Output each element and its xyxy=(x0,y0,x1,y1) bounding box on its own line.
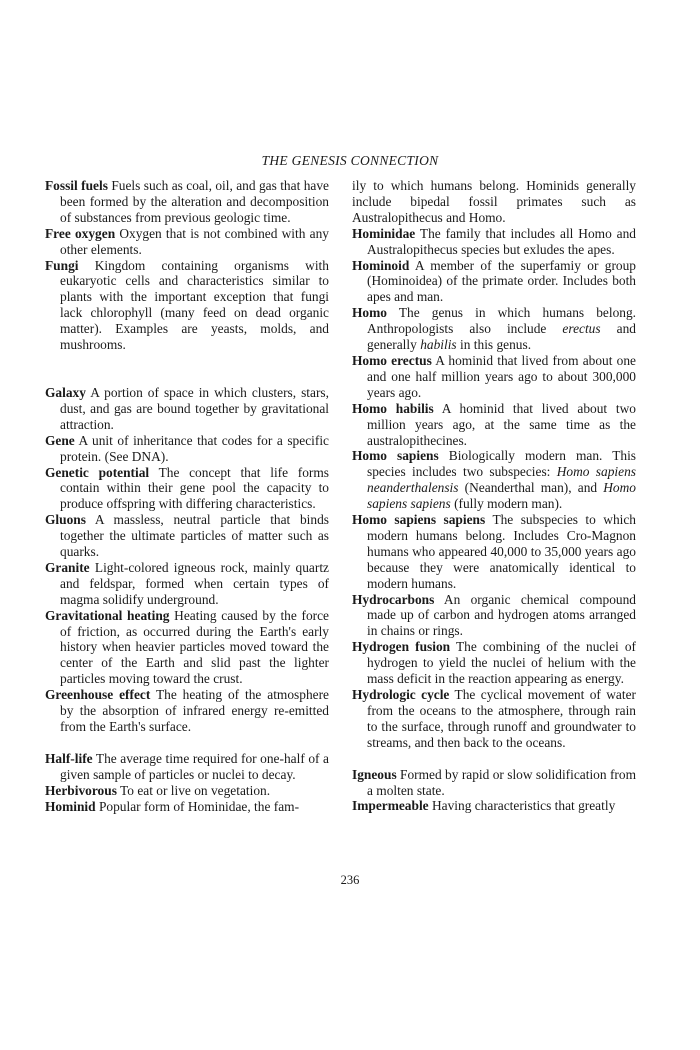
glossary-term: Homo sapiens sapiens xyxy=(352,512,486,528)
glossary-term: Fossil fuels xyxy=(45,178,108,193)
italic-term: erectus xyxy=(562,321,601,337)
glossary-entry xyxy=(352,353,636,401)
glossary-term: Impermeable xyxy=(352,798,429,814)
glossary-entry xyxy=(352,258,636,306)
glossary-term: Igneous xyxy=(352,766,397,782)
running-head: THE GENESIS CONNECTION xyxy=(261,153,439,168)
glossary-term: Homo erectus xyxy=(352,352,432,368)
italic-term: Homo sapiens neanderthalensis xyxy=(367,464,636,496)
glossary-left-column xyxy=(45,178,329,815)
glossary-definition: ily to which humans belong. Hominids generally include bipedal fossil primates such as Australopithecus and Homo. xyxy=(352,178,636,225)
glossary-entry xyxy=(352,639,636,687)
glossary-definition: and generally xyxy=(367,321,636,353)
glossary-term: Granite xyxy=(45,559,90,575)
glossary-entry xyxy=(352,798,636,814)
glossary-definition: Light-colored igneous rock, mainly quartz and feldspar, formed when certain types of magma solidify underground. xyxy=(60,559,329,607)
glossary-entry xyxy=(45,512,329,560)
glossary-definition: A hominid that lived about two million years ago, at the same time as the australopithecines. xyxy=(367,400,636,448)
glossary-term: Hominoid xyxy=(352,257,410,273)
glossary-entry xyxy=(352,687,636,751)
glossary-definition: The family that includes all Homo and Australopithecus species but exludes the apes. xyxy=(367,225,637,257)
section-gap xyxy=(45,735,329,751)
glossary-entry xyxy=(45,178,329,226)
glossary-entry xyxy=(45,560,329,608)
glossary-definition: The combining of the nuclei of hydrogen to yield the nuclei of helium with the mass deficit in the reaction appearing as energy. xyxy=(367,639,636,687)
glossary-term: Hydrologic cycle xyxy=(352,687,450,702)
glossary-term: Gluons xyxy=(45,512,86,528)
glossary-term: Free oxygen xyxy=(45,225,116,241)
glossary-definition: (fully modern man). xyxy=(454,496,563,512)
glossary-definition: Oxygen that is not combined with any other elements. xyxy=(60,225,329,257)
glossary-definition: To eat or live on vegetation. xyxy=(120,782,271,798)
glossary-entry xyxy=(352,226,636,258)
glossary-term: Half-life xyxy=(45,750,93,766)
glossary-term: Galaxy xyxy=(45,384,86,400)
glossary-term: Hominid xyxy=(45,798,96,814)
glossary-term: Hydrogen fusion xyxy=(352,639,451,655)
glossary-term: Hominidae xyxy=(352,225,416,241)
glossary-definition: The genus in which humans belong. Anthropologists also include xyxy=(367,305,637,337)
glossary-definition: Kingdom containing organisms with eukaryotic cells and characteristics similar to plants with the important exception that fungi lack chlorophyll (many feed on dead organic matter). Examples are yeasts, molds, and mushrooms. xyxy=(60,257,329,353)
glossary-definition: Biologically modern man. This species includes two subspecies: xyxy=(367,448,636,480)
glossary-continuation xyxy=(352,178,636,226)
glossary-definition: A unit of inheritance that codes for a specific protein. (See DNA). xyxy=(60,432,329,464)
glossary-term: Fungi xyxy=(45,257,79,273)
glossary-definition: in this genus. xyxy=(460,337,532,353)
glossary-definition: Heating caused by the force of friction, as occurred during the Earth's early history when heavier particles moved toward the center of the Earth and slid past the lighter particles moving toward the crust. xyxy=(60,607,329,687)
glossary-entry xyxy=(352,401,636,449)
italic-term: habilis xyxy=(420,337,457,353)
glossary-entry xyxy=(45,226,329,258)
glossary-definition: The concept that life forms contain within their gene pool the capacity to produce offspring with differing characteristics. xyxy=(60,464,329,512)
italic-term: Homo sapiens sapiens xyxy=(367,480,636,512)
section-gap xyxy=(45,353,329,369)
glossary-right-column xyxy=(352,178,636,814)
glossary-term: Homo habilis xyxy=(352,400,434,416)
glossary-entry xyxy=(45,385,329,433)
glossary-entry xyxy=(45,783,329,799)
glossary-term: Homo xyxy=(352,305,387,321)
section-gap xyxy=(45,369,329,385)
glossary-term: Gene xyxy=(45,432,75,448)
glossary-term: Genetic potential xyxy=(45,464,150,480)
glossary-term: Greenhouse effect xyxy=(45,687,151,703)
glossary-entry xyxy=(45,608,329,688)
glossary-entry xyxy=(45,465,329,513)
glossary-definition: A hominid that lived from about one and one half million years ago to about 300,000 years ago. xyxy=(367,352,637,400)
glossary-entry xyxy=(352,512,636,592)
glossary-entry xyxy=(45,433,329,465)
glossary-definition: A portion of space in which clusters, stars, dust, and gas are bound together by gravitational attraction. xyxy=(60,384,329,432)
glossary-definition: (Neanderthal man), and xyxy=(464,480,598,496)
glossary-definition: A massless, neutral particle that binds together the ultimate particles of matter such as quarks. xyxy=(60,512,329,560)
glossary-definition: Formed by rapid or slow solidification from a molten state. xyxy=(367,766,636,798)
glossary-term: Gravitational heating xyxy=(45,607,170,623)
glossary-definition: The heating of the atmosphere by the absorption of infrared energy re-emitted from the Earth's surface. xyxy=(60,687,329,734)
section-gap xyxy=(352,751,636,767)
glossary-definition: Popular form of Hominidae, the fam- xyxy=(98,798,300,814)
glossary-entry xyxy=(352,767,636,799)
page-number: 236 xyxy=(340,873,360,887)
glossary-entry xyxy=(352,305,636,353)
glossary-term: Herbivorous xyxy=(45,782,117,798)
glossary-entry xyxy=(352,448,636,512)
glossary-definition: The subspecies to which modern humans belong. Includes Cro-Magnon humans who appeared 40,000 to 35,000 years ago because they were anatomically identical to modern humans. xyxy=(367,512,637,591)
glossary-definition: An organic chemical compound made up of carbon and hydrogen atoms arranged in chains or rings. xyxy=(367,591,636,639)
glossary-entry xyxy=(45,258,329,353)
glossary-definition: The average time required for one-half of a given sample of particles or nuclei to decay. xyxy=(60,750,329,782)
glossary-definition: The cyclical movement of water from the oceans to the atmosphere, through rain to the surface, through runoff and groundwater to streams, and then back to the oceans. xyxy=(367,687,636,750)
glossary-definition: A member of the superfamiy or group (Hominoidea) of the primate order. Includes both apes and man. xyxy=(367,257,636,305)
glossary-term: Hydrocarbons xyxy=(352,591,435,607)
glossary-definition: Fuels such as coal, oil, and gas that have been formed by the alteration and decomposition of substances from previous geologic time. xyxy=(60,178,329,225)
glossary-term: Homo sapiens xyxy=(352,448,439,464)
glossary-entry xyxy=(45,799,329,815)
glossary-definition: Having characteristics that greatly xyxy=(431,798,616,814)
glossary-entry xyxy=(45,687,329,735)
glossary-entry xyxy=(352,592,636,640)
glossary-entry xyxy=(45,751,329,783)
